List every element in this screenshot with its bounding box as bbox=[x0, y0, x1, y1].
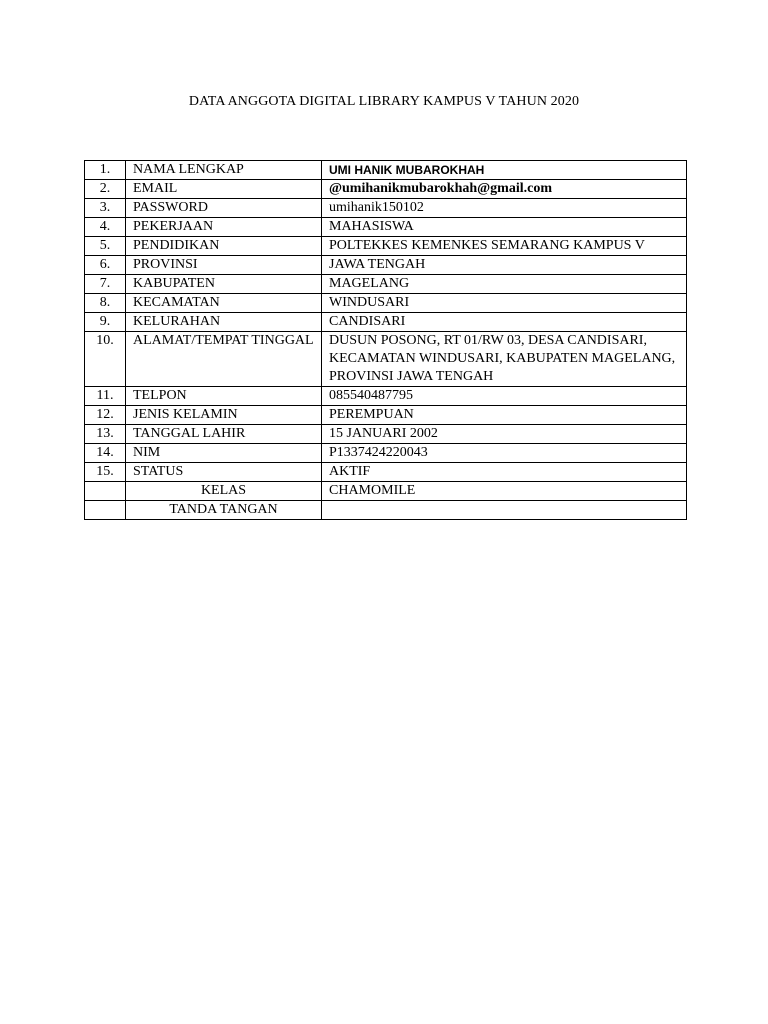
table-row-kelurahan bbox=[85, 313, 687, 332]
row-number: 12. bbox=[85, 406, 126, 425]
table-row-nim bbox=[85, 444, 687, 463]
table-row-tanda-tangan bbox=[85, 501, 687, 520]
field-value: umihanik150102 bbox=[322, 199, 687, 218]
field-value: POLTEKKES KEMENKES SEMARANG KAMPUS V bbox=[322, 237, 687, 256]
field-label: KELURAHAN bbox=[126, 313, 322, 332]
row-number: 1. bbox=[85, 161, 126, 180]
row-number: 9. bbox=[85, 313, 126, 332]
table-row-telpon bbox=[85, 387, 687, 406]
field-value: 15 JANUARI 2002 bbox=[322, 425, 687, 444]
member-data-table bbox=[84, 160, 687, 520]
table-row-password bbox=[85, 199, 687, 218]
field-label: PASSWORD bbox=[126, 199, 322, 218]
table-row-kelas bbox=[85, 482, 687, 501]
field-value: AKTIF bbox=[322, 463, 687, 482]
table-row-email bbox=[85, 180, 687, 199]
row-number: 11. bbox=[85, 387, 126, 406]
table-row-kecamatan bbox=[85, 294, 687, 313]
row-number: 5. bbox=[85, 237, 126, 256]
field-value: CHAMOMILE bbox=[322, 482, 687, 501]
field-value: PEREMPUAN bbox=[322, 406, 687, 425]
row-number: 6. bbox=[85, 256, 126, 275]
row-number-empty bbox=[85, 482, 126, 501]
field-label: PROVINSI bbox=[126, 256, 322, 275]
field-label: PEKERJAAN bbox=[126, 218, 322, 237]
field-value: UMI HANIK MUBAROKHAH bbox=[322, 161, 687, 180]
table-row-jenis-kelamin bbox=[85, 406, 687, 425]
field-label: EMAIL bbox=[126, 180, 322, 199]
field-label: KABUPATEN bbox=[126, 275, 322, 294]
document-title: DATA ANGGOTA DIGITAL LIBRARY KAMPUS V TAHUN 2020 bbox=[188, 94, 580, 109]
field-value: 085540487795 bbox=[322, 387, 687, 406]
table-row-pendidikan bbox=[85, 237, 687, 256]
field-label: STATUS bbox=[126, 463, 322, 482]
field-value: @umihanikmubarokhah@gmail.com bbox=[322, 180, 687, 199]
field-label: KECAMATAN bbox=[126, 294, 322, 313]
table-row-provinsi bbox=[85, 256, 687, 275]
field-label: PENDIDIKAN bbox=[126, 237, 322, 256]
table-row-kabupaten bbox=[85, 275, 687, 294]
row-number: 14. bbox=[85, 444, 126, 463]
field-value: CANDISARI bbox=[322, 313, 687, 332]
field-value: P1337424220043 bbox=[322, 444, 687, 463]
field-label: TANDA TANGAN bbox=[126, 501, 322, 520]
field-label: ALAMAT/TEMPAT TINGGAL bbox=[126, 332, 322, 387]
row-number: 2. bbox=[85, 180, 126, 199]
table-row-tanggal-lahir bbox=[85, 425, 687, 444]
field-value: WINDUSARI bbox=[322, 294, 687, 313]
field-label: KELAS bbox=[126, 482, 322, 501]
table-row-status bbox=[85, 463, 687, 482]
field-value: MAHASISWA bbox=[322, 218, 687, 237]
row-number: 15. bbox=[85, 463, 126, 482]
row-number: 3. bbox=[85, 199, 126, 218]
row-number-empty bbox=[85, 501, 126, 520]
field-label: TELPON bbox=[126, 387, 322, 406]
table-row-pekerjaan bbox=[85, 218, 687, 237]
field-value: MAGELANG bbox=[322, 275, 687, 294]
row-number: 4. bbox=[85, 218, 126, 237]
field-value: DUSUN POSONG, RT 01/RW 03, DESA CANDISARI, KECAMATAN WINDUSARI, KABUPATEN MAGELANG, PROVINSI JAWA TENGAH bbox=[322, 332, 687, 387]
signature-field bbox=[322, 501, 687, 520]
field-label: NAMA LENGKAP bbox=[126, 161, 322, 180]
row-number: 8. bbox=[85, 294, 126, 313]
row-number: 7. bbox=[85, 275, 126, 294]
field-value: JAWA TENGAH bbox=[322, 256, 687, 275]
row-number: 13. bbox=[85, 425, 126, 444]
field-label: JENIS KELAMIN bbox=[126, 406, 322, 425]
row-number: 10. bbox=[85, 332, 126, 387]
field-label: NIM bbox=[126, 444, 322, 463]
table-row-alamat bbox=[85, 332, 687, 387]
field-label: TANGGAL LAHIR bbox=[126, 425, 322, 444]
table-row-nama-lengkap bbox=[85, 161, 687, 180]
